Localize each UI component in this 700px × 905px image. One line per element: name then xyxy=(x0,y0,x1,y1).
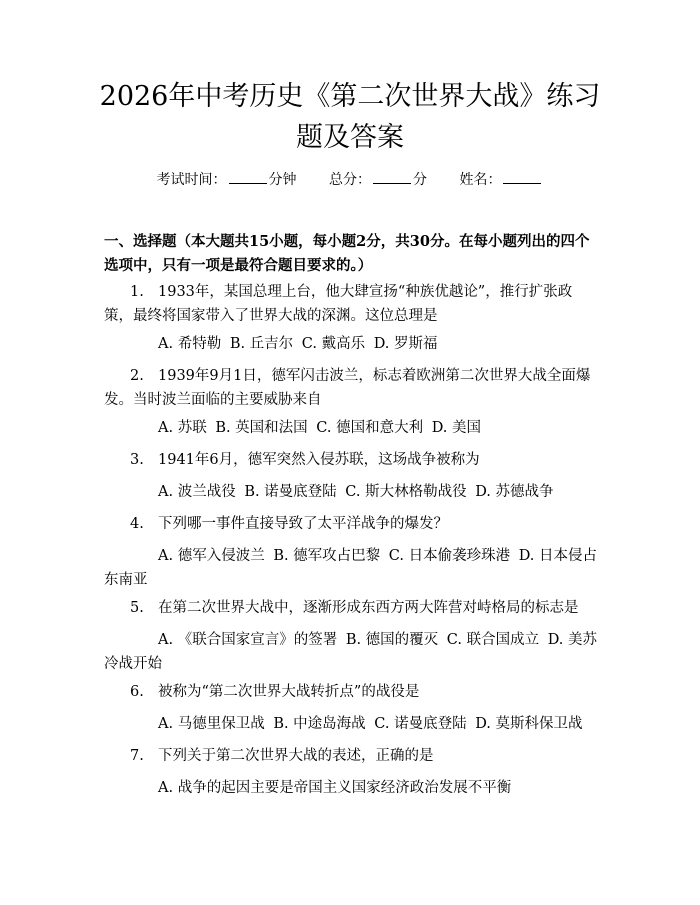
question-text: 1941年6月，德军突然入侵苏联，这场战争被称为 xyxy=(158,452,480,468)
option-c: C. 斯大林格勒战役 xyxy=(345,484,467,500)
section-heading: 一、选择题（本大题共15小题，每小题2分，共30分。在每小题列出的四个选项中，只有一项是最符合题目要求的。） xyxy=(104,233,590,274)
option-a: A. 希特勒 xyxy=(158,336,222,352)
option-d: D. 日本侵占东南亚 xyxy=(104,548,598,588)
exam-meta xyxy=(0,170,700,190)
question-text: 下列关于第二次世界大战的表述，正确的是 xyxy=(158,748,434,764)
question-2-options xyxy=(104,416,600,440)
question-2 xyxy=(104,364,600,412)
question-7-options xyxy=(104,776,600,800)
question-3 xyxy=(104,448,600,472)
question-4-options xyxy=(104,544,600,592)
question-4 xyxy=(104,512,600,536)
option-a: A. 苏联 xyxy=(158,420,207,436)
question-3-options xyxy=(104,480,600,504)
option-b: B. 英国和法国 xyxy=(215,420,308,436)
total-score-blank xyxy=(373,170,411,184)
question-number: 7. xyxy=(130,748,144,764)
question-5-options xyxy=(104,628,600,676)
option-a: A. 马德里保卫战 xyxy=(158,716,265,732)
question-6 xyxy=(104,680,600,704)
exam-time-blank xyxy=(229,170,267,184)
option-d: D. 美苏冷战开始 xyxy=(104,632,598,672)
student-name-label: 姓名： xyxy=(459,172,502,188)
option-d: D. 罗斯福 xyxy=(373,336,438,352)
option-d: D. 苏德战争 xyxy=(475,484,554,500)
page-title: 2026年中考历史《第二次世界大战》练习题及答案 xyxy=(99,81,601,153)
option-b: B. 德军攻占巴黎 xyxy=(273,548,381,564)
question-text: 在第二次世界大战中，逐渐形成东西方两大阵营对峙格局的标志是 xyxy=(158,600,579,616)
exam-time-label: 考试时间： xyxy=(156,172,227,188)
question-5 xyxy=(104,596,600,620)
question-number: 3. xyxy=(130,452,144,468)
option-b: B. 中途岛海战 xyxy=(273,716,366,732)
student-name-blank xyxy=(503,170,541,184)
option-c: C. 联合国成立 xyxy=(446,632,540,648)
option-d: D. 莫斯科保卫战 xyxy=(475,716,583,732)
question-6-options xyxy=(104,712,600,736)
question-number: 6. xyxy=(130,684,144,700)
option-c: C. 诺曼底登陆 xyxy=(374,716,467,732)
option-b: B. 德国的覆灭 xyxy=(345,632,439,648)
question-1-options xyxy=(104,332,600,356)
option-b: B. 诺曼底登陆 xyxy=(244,484,337,500)
question-text: 1933年，某国总理上台，他大肆宣扬“种族优越论”，推行扩张政策，最终将国家带入了世界大战的深渊。这位总理是 xyxy=(104,284,573,324)
question-7 xyxy=(104,744,600,768)
student-name-field xyxy=(459,170,543,190)
question-number: 2. xyxy=(130,368,144,384)
total-score-field xyxy=(329,170,427,190)
option-b: B. 丘吉尔 xyxy=(229,336,294,352)
total-score-unit: 分 xyxy=(413,172,427,188)
option-c: C. 德国和意大利 xyxy=(316,420,424,436)
question-text: 下列哪一事件直接导致了太平洋战争的爆发？ xyxy=(158,516,448,532)
question-text: 被称为“第二次世界大战转折点”的战役是 xyxy=(158,684,420,700)
option-a: A. 战争的起因主要是帝国主义国家经济政治发展不平衡 xyxy=(158,780,512,796)
option-a: A. 德军入侵波兰 xyxy=(158,548,265,564)
total-score-label: 总分： xyxy=(329,172,371,188)
option-c: C. 日本偷袭珍珠港 xyxy=(388,548,511,564)
question-number: 4. xyxy=(130,516,144,532)
exam-time-field xyxy=(157,170,297,190)
exam-time-unit: 分钟 xyxy=(268,172,297,188)
option-a: A. 波兰战役 xyxy=(158,484,236,500)
question-1 xyxy=(104,280,600,328)
option-c: C. 戴高乐 xyxy=(301,336,366,352)
option-d: D. 美国 xyxy=(431,420,482,436)
question-text: 1939年9月1日，德军闪击波兰，标志着欧洲第二次世界大战全面爆发。当时波兰面临的主要威胁来自 xyxy=(104,368,591,408)
option-a: A. 《联合国家宣言》的签署 xyxy=(158,632,338,648)
question-number: 1. xyxy=(130,284,144,300)
question-number: 5. xyxy=(130,600,144,616)
